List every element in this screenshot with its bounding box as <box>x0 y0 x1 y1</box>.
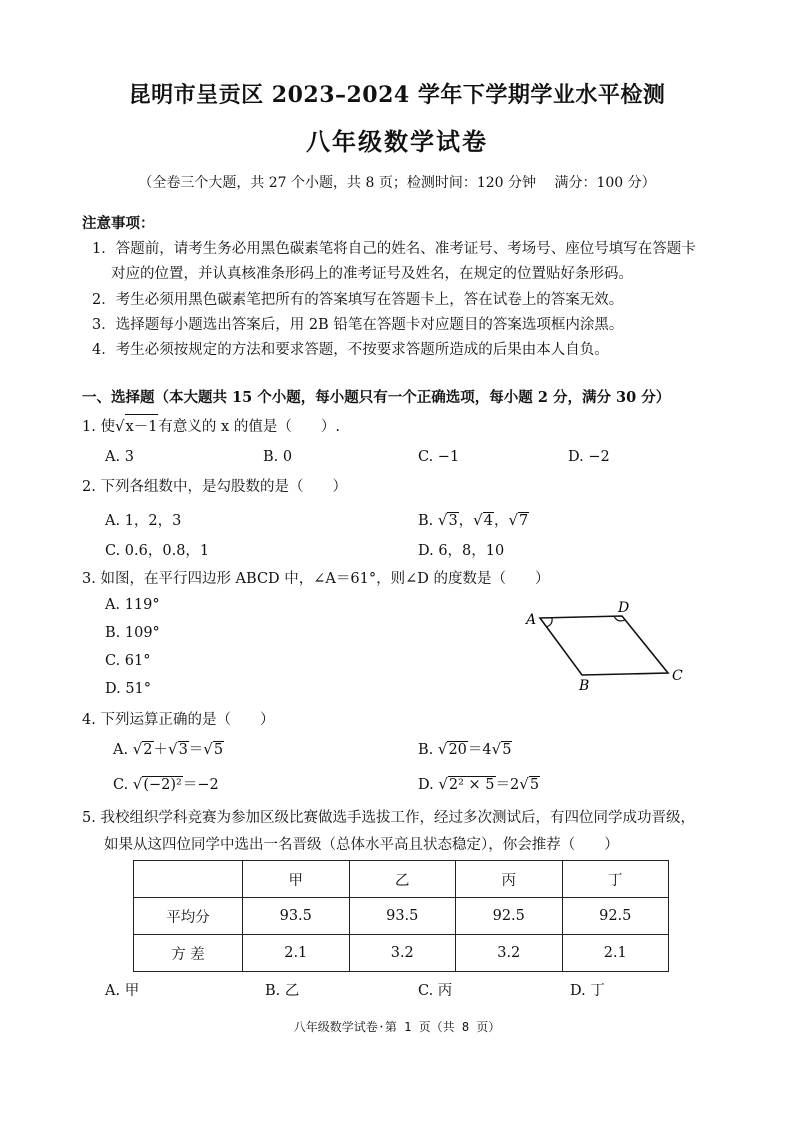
q4-option-a: A. √2＋√3＝√5 <box>113 740 224 758</box>
table-row <box>134 935 669 972</box>
question-4: 4. 下列运算正确的是（ ） <box>82 712 275 728</box>
q5-option-d: D. 丁 <box>570 983 605 999</box>
note-1-cont: 对应的位置，并认真核准条形码上的准考证号及姓名，在规定的位置贴好条形码。 <box>111 266 633 282</box>
table-cell: 93.5 <box>243 898 350 935</box>
q4-c-label: C. <box>113 777 129 793</box>
angle-a-mark <box>546 618 552 627</box>
q5-option-c: C. 丙 <box>418 983 453 999</box>
q4-d-root-2: √5 <box>519 775 540 793</box>
q1-option-b: B. 0 <box>263 449 293 465</box>
q2-b-root-1: √3 <box>437 511 458 529</box>
q4-a-radicand-1: 2 <box>143 742 153 758</box>
score-table <box>133 860 669 972</box>
section-1-heading: 一、选择题（本大题共 15 个小题，每小题只有一个正确选项，每小题 2 分，满分 30 分） <box>82 389 671 406</box>
q3-option-b: B. 109° <box>105 625 160 641</box>
q4-c-root: √(−2)² <box>132 775 182 793</box>
note-2: 2．考生必须用黑色碳素笔把所有的答案填写在答题卡上，答在试卷上的答案无效。 <box>92 292 624 308</box>
q1-post: 有意义的 x 的值是（ ）. <box>158 419 340 435</box>
q1-radical: √x－1 <box>115 414 158 436</box>
q1-pre: 使 <box>100 419 115 435</box>
table-header-cell <box>134 861 243 898</box>
table-header-row <box>134 861 669 898</box>
table-cell: 3.2 <box>456 935 563 972</box>
table-cell: 2.1 <box>243 935 350 972</box>
q2-option-c: C. 0.6，0.8，1 <box>105 543 210 559</box>
table-cell: 平均分 <box>134 898 243 935</box>
exam-subtitle: 八年级数学试卷 <box>306 127 488 156</box>
q2-b-radicand-3: 7 <box>519 513 529 529</box>
q4-b-label: B. <box>418 742 434 758</box>
table-cell: 方 差 <box>134 935 243 972</box>
q5-option-b: B. 乙 <box>265 983 300 999</box>
notes-heading: 注意事项： <box>82 215 155 232</box>
q4-a-root-3: √5 <box>203 740 224 758</box>
table-header-cell: 甲 <box>243 861 350 898</box>
note-1: 1．答题前，请考生务必用黑色碳素笔将自己的姓名、准考证号、考场号、座位号填写在答题卡 <box>92 241 696 257</box>
q4-b-radicand-1: 20 <box>448 742 467 758</box>
q1-option-d: D. −2 <box>568 449 610 465</box>
table-header-cell: 乙 <box>349 861 456 898</box>
table-cell: 3.2 <box>349 935 456 972</box>
q4-a-root-2: √3 <box>168 740 188 758</box>
vertex-b-label: B <box>579 678 590 694</box>
q4-d-label: D. <box>418 777 434 793</box>
q4-option-c <box>113 773 219 794</box>
question-5: 5. 我校组织学科竞赛为参加区级比赛做选手选拔工作，经过多次测试后，有四位同学成功晋级， <box>82 810 695 826</box>
table-header-cell: 丙 <box>456 861 563 898</box>
vertex-c-label: C <box>672 668 683 684</box>
table-header-cell: 丁 <box>562 861 669 898</box>
q4-c-result: ＝−2 <box>182 777 219 793</box>
q4-d-root-1: √2² × 5 <box>438 775 495 793</box>
question-1 <box>82 414 340 436</box>
q4-option-d <box>418 773 540 794</box>
q4-d-result: ＝2 <box>495 777 520 793</box>
q4-d-radicand-2: 5 <box>529 777 540 793</box>
table-cell: 92.5 <box>456 898 563 935</box>
q4-a-radicand-3: 5 <box>213 742 224 758</box>
parallelogram-figure <box>515 598 695 698</box>
exam-info: （全卷三个大题，共 27 个小题，共 8 页；检测时间：120 分钟 满分：100 分） <box>138 175 656 191</box>
q2-b-radicand-2: 4 <box>483 513 493 529</box>
parallelogram-abcd <box>540 616 668 675</box>
question-5-cont: 如果从这四位同学中选出一名晋级（总体水平高且状态稳定），你会推荐（ ） <box>104 837 619 853</box>
q2-b-radicand-1: 3 <box>448 513 458 529</box>
table-cell: 2.1 <box>562 935 669 972</box>
q4-b-root-2: √5 <box>491 740 512 758</box>
q1-option-a: A. 3 <box>105 449 134 465</box>
q2-option-b: B. √3，√4，√7 <box>418 511 529 529</box>
q4-a-radicand-2: 3 <box>178 742 188 758</box>
q4-c-radicand: (−2)² <box>143 777 182 793</box>
q2-b-root-3: √7 <box>508 511 529 529</box>
q4-option-b <box>418 738 512 759</box>
vertex-d-label: D <box>618 600 630 616</box>
q1-number: 1. <box>82 419 96 435</box>
page-footer: 八年级数学试卷·第 1 页（共 8 页） <box>293 1020 501 1034</box>
q3-option-a: A. 119° <box>105 597 160 613</box>
exam-title: 昆明市呈贡区 2023–2024 学年下学期学业水平检测 <box>128 82 666 108</box>
q2-option-d: D. 6，8，10 <box>418 543 505 559</box>
table-cell: 92.5 <box>562 898 669 935</box>
question-2: 2. 下列各组数中，是勾股数的是（ ） <box>82 479 347 495</box>
q4-d-radicand-1: 2² × 5 <box>448 777 495 793</box>
q4-b-root-1: √20 <box>437 740 467 758</box>
q4-a-label: A. <box>113 742 129 758</box>
q1-radicand: x－1 <box>125 414 159 436</box>
q4-a-root-1: √2 <box>132 740 153 758</box>
q4-b-result: ＝4 <box>467 742 492 758</box>
q2-b-root-2: √4 <box>473 511 493 529</box>
q5-option-a: A. 甲 <box>105 983 140 999</box>
note-3: 3．选择题每小题选出答案后，用 2B 铅笔在答题卡对应题目的答案选项框内涂黑。 <box>92 317 624 333</box>
table-cell: 93.5 <box>349 898 456 935</box>
q2-option-a: A. 1，2，3 <box>105 513 182 529</box>
vertex-a-label: A <box>526 612 537 628</box>
note-4: 4．考生必须按规定的方法和要求答题，不按要求答题所造成的后果由本人自负。 <box>92 342 609 358</box>
q3-option-d: D. 51° <box>105 681 152 697</box>
q4-b-radicand-2: 5 <box>502 742 512 758</box>
table-row <box>134 898 669 935</box>
q3-option-c: C. 61° <box>105 653 151 669</box>
question-3: 3. 如图，在平行四边形 ABCD 中，∠A＝61°，则∠D 的度数是（ ） <box>82 571 550 587</box>
q2-b-label: B. <box>418 513 434 529</box>
q1-option-c: C. −1 <box>418 449 460 465</box>
